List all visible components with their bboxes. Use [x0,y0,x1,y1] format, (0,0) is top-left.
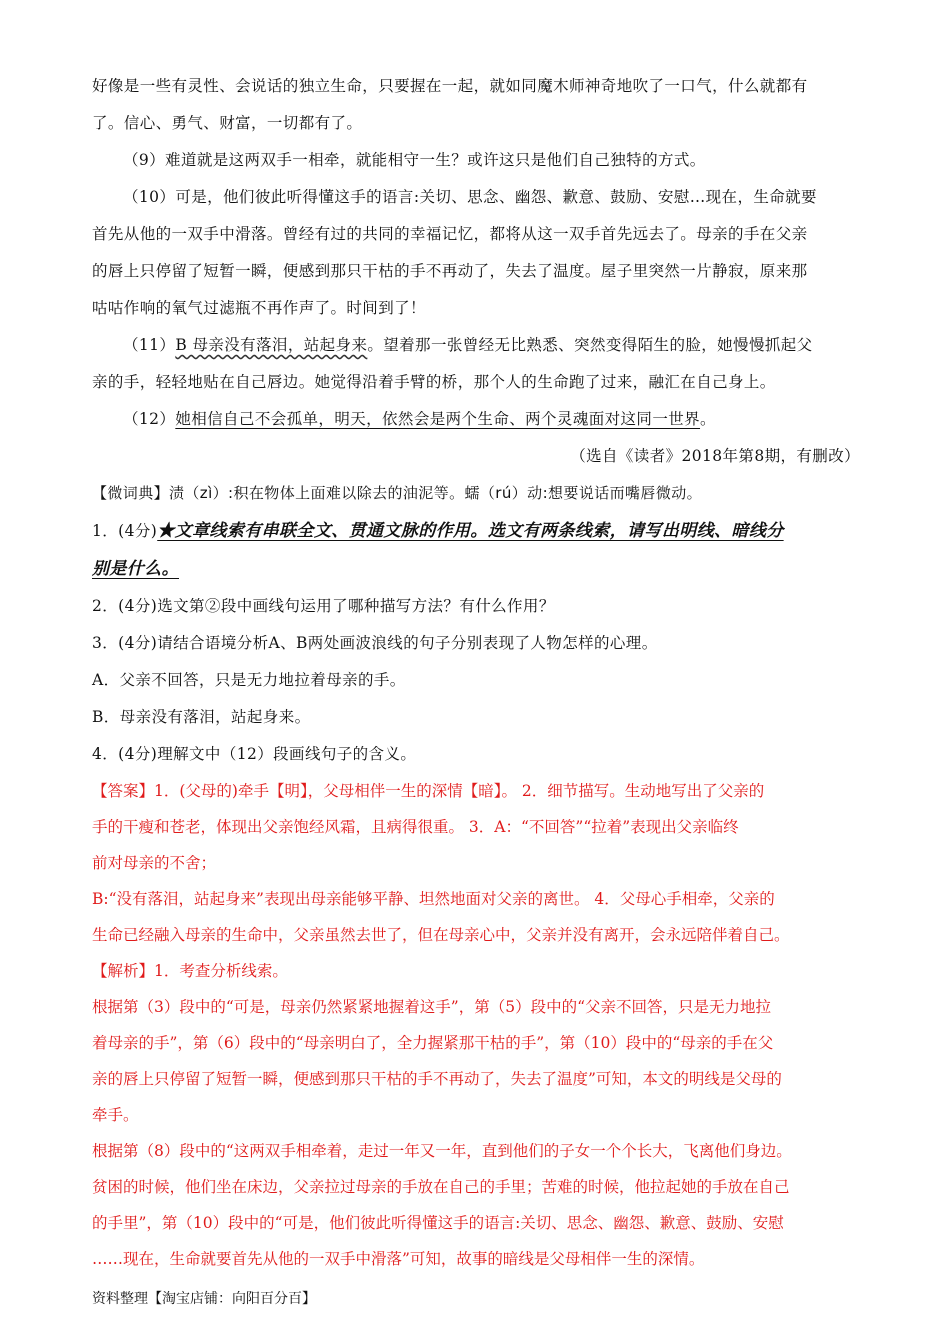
passage-line: 首先从他的一双手中滑落。曾经有过的共同的幸福记忆，都将从这一双手首先远去了。母亲的手在父亲 [92,225,808,243]
underlined-sentence: 她相信自己不会孤单，明天，依然会是两个生命、两个灵魂面对这同一世界 [175,410,701,428]
analysis-line: 的手里”，第（10）段中的“可是，他们彼此听得懂这手的语言:关切、思念、幽怨、歉意、鼓励、安慰 [92,1214,784,1232]
source-citation: （选自《读者》2018年第8期，有删改） [570,447,860,465]
paragraph-text: 。 [700,410,716,428]
answer-line: 生命已经融入母亲的生命中，父亲虽然去世了，但在母亲心中，父亲并没有离开，会永远陪伴着自己。 [92,926,790,944]
passage-line: 了。信心、勇气、财富，一切都有了。 [92,114,363,132]
question-1-text: ★文章线索有串联全文、贯通文脉的作用。选文有两条线索，请写出明线、暗线分 [157,521,784,541]
analysis-line: 根据第（8）段中的“这两双手相牵着，走过一年又一年，直到他们的子女一个个长大，飞离他们身边。 [92,1142,792,1160]
question-1 [92,512,860,550]
question-1-text: 别是什么。 [92,559,179,579]
analysis-line: 根据第（3）段中的“可是，母亲仍然紧紧地握着这手”，第（5）段中的“父亲不回答，只是无力地拉 [92,998,771,1016]
paragraph-text: 。望着那一张曾经无比熟悉、突然变得陌生的脸，她慢慢抓起父 [367,336,813,354]
wavy-underline-sentence-b: B 母亲没有落泪，站起身来 [175,336,368,354]
question-3-option-a: A．父亲不回答，只是无力地拉着母亲的手。 [92,671,406,689]
question-3: 3．(4分)请结合语境分析A、B两处画波浪线的句子分别表现了人物怎样的心理。 [92,634,658,652]
paragraph-10: （10）可是，他们彼此听得懂这手的语言:关切、思念、幽怨、歉意、鼓励、安慰…现在，生命就要 [123,188,817,206]
answer-line: 手的干瘦和苍老，体现出父亲饱经风霜，且病得很重。 3．A：“不回答”“拉着”表现出父亲临终 [92,818,739,836]
question-prefix: 1．(4分) [92,522,158,540]
question-2: 2．(4分)选文第②段中画线句运用了哪种描写方法？有什么作用？ [92,597,555,615]
paragraph-9: （9）难道就是这两双手一相牵，就能相守一生？或许这只是他们自己独特的方式。 [123,151,706,169]
analysis-line: 牵手。 [92,1106,139,1124]
footer-credit: 资料整理【淘宝店铺：向阳百分百】 [92,1291,316,1307]
answer-line: 【答案】1．(父母的)牵手【明】，父母相伴一生的深情【暗】。 2．细节描写。生动地写出了父亲的 [92,782,765,800]
analysis-heading: 【解析】1．考查分析线索。 [92,962,288,980]
paragraph-number: （11） [123,336,176,354]
answer-line: B:“没有落泪，站起身来”表现出母亲能够平静、坦然地面对父亲的离世。 4．父母心手相牵，父亲的 [92,890,775,908]
analysis-section [92,953,860,1277]
paragraph-11 [92,327,860,364]
analysis-line: 亲的唇上只停留了短暂一瞬，便感到那只干枯的手不再动了，失去了温度”可知，本文的明线是父母的 [92,1070,782,1088]
passage-line: 亲的手，轻轻地贴在自己唇边。她觉得沿着手臂的桥，那个人的生命跑了过来，融汇在自己身上。 [92,373,776,391]
passage-line: 好像是一些有灵性、会说话的独立生命，只要握在一起，就如同魔木师神奇地吹了一口气，什么就都有 [92,77,808,95]
paragraph-number: （12） [123,410,176,428]
question-4: 4．(4分)理解文中（12）段画线句子的含义。 [92,745,417,763]
document-page [92,68,860,1277]
analysis-line: 着母亲的手”，第（6）段中的“母亲明白了，全力握紧那干枯的手”，第（10）段中的“母亲的手在父 [92,1034,774,1052]
analysis-line: ……现在，生命就要首先从他的一双手中滑落”可知，故事的暗线是父母相伴一生的深情。 [92,1250,705,1268]
glossary: 【微词典】渍（zì）:积在物体上面难以除去的油泥等。蠕（rú）动:想要说话而嘴唇微动。 [92,484,703,502]
answer-section [92,773,860,953]
paragraph-12 [92,401,860,438]
analysis-line: 贫困的时候，他们坐在床边，父亲拉过母亲的手放在自己的手里；苦难的时候，他拉起她的手放在自己 [92,1178,790,1196]
question-3-option-b: B．母亲没有落泪，站起身来。 [92,708,311,726]
passage-line: 的唇上只停留了短暂一瞬，便感到那只干枯的手不再动了，失去了温度。屋子里突然一片静寂，原来那 [92,262,808,280]
question-1-cont [92,550,860,588]
answer-line: 前对母亲的不舍； [92,854,217,872]
passage-line: 咕咕作响的氧气过滤瓶不再作声了。时间到了！ [92,299,426,317]
